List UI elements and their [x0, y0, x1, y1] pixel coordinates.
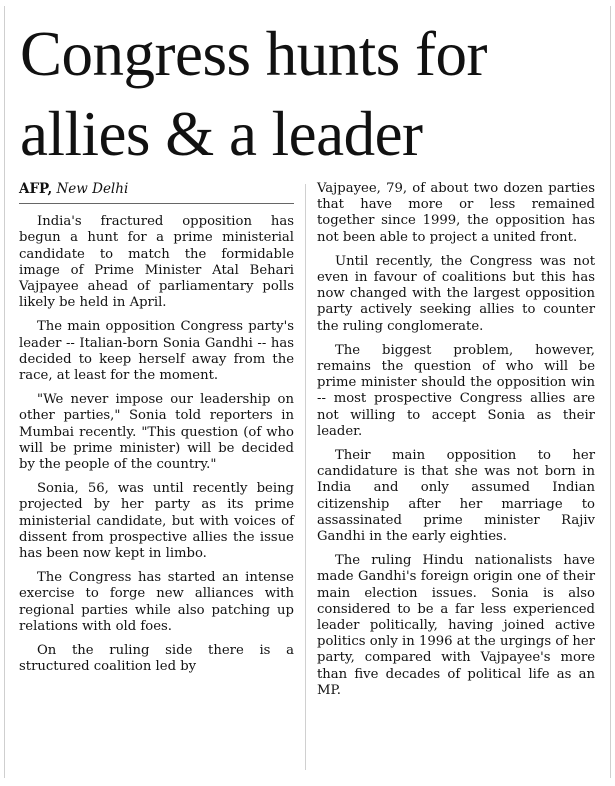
paragraph: Their main opposition to her candidature is that she was not born in India and only assumed Indian citizenship after her marriage to assassinated prime minister Rajiv Gandhi in the early eighties. [317, 448, 595, 545]
paragraph: On the ruling side there is a structured coalition led by [19, 643, 294, 675]
headline-line-2: allies & a leader [20, 99, 423, 169]
paragraph: The main opposition Congress party's leader -- Italian-born Sonia Gandhi -- has decided to keep herself away from the race, at least for the moment. [19, 319, 294, 384]
headline-line-1: Congress hunts for [20, 19, 487, 89]
paragraph: India's fractured opposition has begun a hunt for a prime ministerial candidate to match the formidable image of Prime Minister Atal Behari Vajpayee ahead of parliamentary polls likely be held in April. [19, 214, 294, 311]
article-column-left [19, 181, 294, 683]
paragraph: The biggest problem, however, remains the question of who will be prime minister should the opposition win -- most prospective Congress allies are not willing to accept Sonia as their leader. [317, 342, 595, 439]
dateline-city: New Delhi [56, 181, 129, 197]
paragraph: Until recently, the Congress was not even in favour of coalitions but this has now changed with the largest opposition party actively seeking allies to counter the ruling conglomerate. [317, 253, 595, 334]
column-divider [305, 184, 306, 770]
paragraph-continued: Vajpayee, 79, of about two dozen parties that have more or less remained together since 1999, the opposition has not been able to project a united front. [317, 181, 595, 245]
paragraph: The Congress has started an intense exercise to forge new alliances with regional parties while also patching up relations with old foes. [19, 570, 294, 634]
headline [20, 14, 610, 174]
paragraph: The ruling Hindu nationalists have made Gandhi's foreign origin one of their main election issues. Sonia is also considered to be a far less experienced leader politically, having joined active politics only in 1996 at the urgings of her party, compared with Vajpayee's more than five decades of political life as an MP. [317, 553, 595, 698]
article-column-right [317, 181, 595, 707]
dateline [19, 181, 294, 204]
agency-name: AFP, [19, 181, 53, 197]
paragraph: Sonia, 56, was until recently being projected by her party as its prime ministerial candidate, but with voices of dissent from prospective allies the issue has been now kept in limbo. [19, 481, 294, 562]
paragraph: "We never impose our leadership on other parties," Sonia told reporters in Mumbai recently. "This question (of who will be prime minister) will be decided by the people of the country." [19, 392, 294, 473]
